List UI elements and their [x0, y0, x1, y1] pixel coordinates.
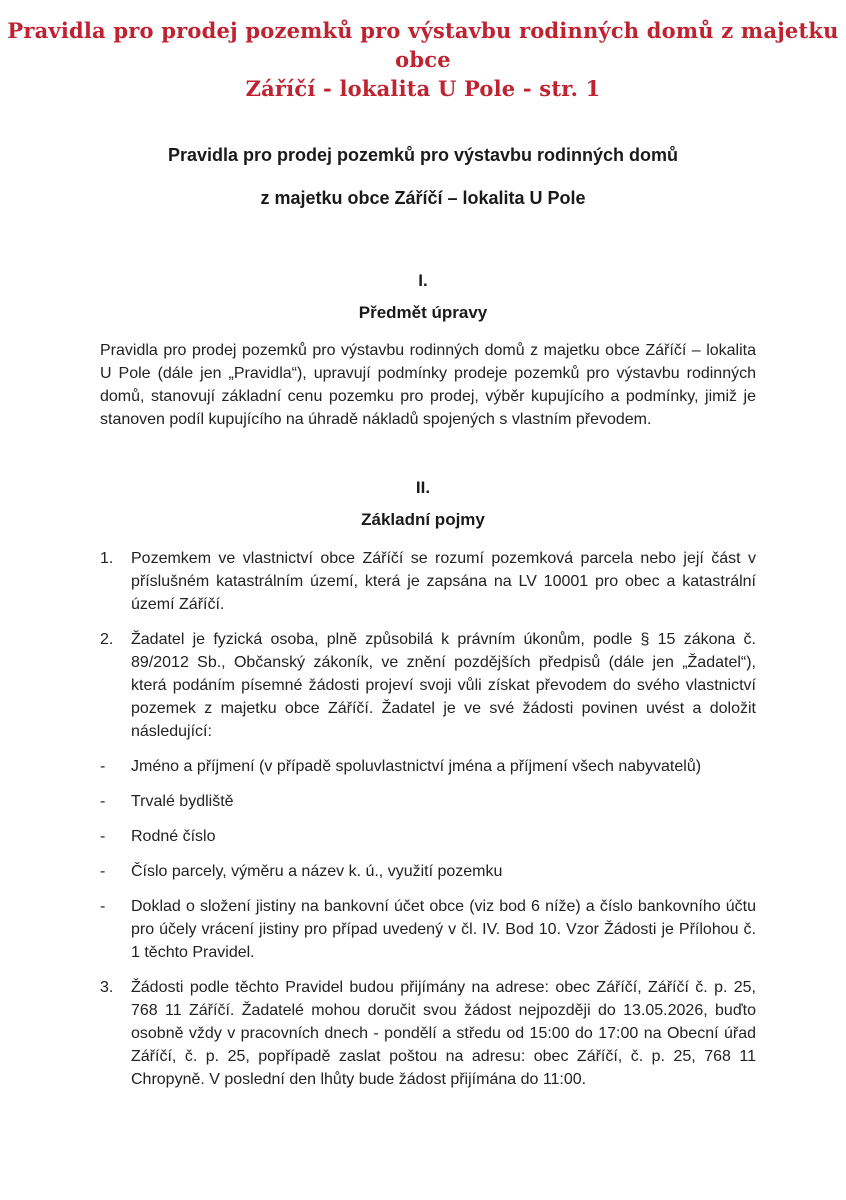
page-banner [0, 0, 846, 103]
document-title-line-2: z majetku obce Záříčí – lokalita U Pole [260, 188, 586, 208]
section-2-item-list [100, 547, 756, 1091]
dash-item-1 [100, 755, 756, 778]
dash-item-4-marker: - [100, 863, 106, 880]
list-item-2 [100, 628, 756, 743]
banner-line-1: Pravidla pro prodej pozemků pro výstavbu rodinných domů z majetku obce [7, 18, 839, 72]
section-2-heading: Základní pojmy [361, 510, 485, 529]
section-predmet-upravy [0, 269, 846, 431]
list-item-1-text: Pozemkem ve vlastnictví obce Záříčí se rozumí pozemková parcela nebo její část v příslušném katastrálním území, která je zapsána na LV 10001 pro obec a katastrální území Záříčí. [131, 550, 756, 613]
dash-item-1-text: Jméno a příjmení (v případě spoluvlastnictví jména a příjmení všech nabyvatelů) [131, 758, 702, 775]
section-2-numeral: II. [415, 478, 431, 497]
list-item-2-marker: 2. [100, 631, 114, 648]
dash-item-5-text: Doklad o složení jistiny na bankovní účet obce (viz bod 6 níže) a číslo bankovního účtu pro účely vrácení jistiny pro případ uvedený v čl. IV. Bod 10. Vzor Žádosti je Přílohou č. 1 těchto Pravidel. [131, 898, 756, 961]
dash-item-4-text: Číslo parcely, výměru a název k. ú., využití pozemku [131, 863, 503, 880]
dash-item-3-text: Rodné číslo [131, 828, 216, 845]
list-item-1-marker: 1. [100, 550, 114, 567]
dash-item-2 [100, 790, 756, 813]
section-zakladni-pojmy [0, 476, 846, 1091]
section-1-heading: Předmět úpravy [358, 303, 488, 322]
dash-item-2-marker: - [100, 793, 106, 810]
section-1-paragraph: Pravidla pro prodej pozemků pro výstavbu rodinných domů z majetku obce Záříčí – lokalita U Pole (dále jen „Pravidla“), upravují podmínky prodeje pozemků pro výstavbu rodinných domů, stanovují základní cenu pozemku pro prodej, výběr kupujícího a podmínky, jimiž je stanoven podíl kupujícího na úhradě nákladů spojených s vlastním převodem. [100, 342, 756, 428]
dash-item-3 [100, 825, 756, 848]
section-1-numeral: I. [418, 271, 428, 290]
dash-item-5-marker: - [100, 898, 106, 915]
dash-item-3-marker: - [100, 828, 106, 845]
dash-item-1-marker: - [100, 758, 106, 775]
list-item-1 [100, 547, 756, 616]
document-title-line-1: Pravidla pro prodej pozemků pro výstavbu rodinných domů [167, 145, 679, 165]
list-item-3-text: Žádosti podle těchto Pravidel budou přijímány na adrese: obec Záříčí, Záříčí č. p. 25, 768 11 Záříčí. Žadatelé mohou doručit svou žádost nejpozději do 13.05.2026, buďto osobně vždy v pracovních dnech - pondělí a středu od 15:00 do 17:00 na Obecní úřad Záříčí, č. p. 25, popřípadě zaslat poštou na adresu: obec Záříčí, č. p. 25, 768 11 Chropyně. V poslední den lhůty bude žádost přijímána do 11:00. [131, 979, 756, 1088]
dash-item-4 [100, 860, 756, 883]
dash-item-5 [100, 895, 756, 964]
dash-item-2-text: Trvalé bydliště [131, 793, 234, 810]
list-item-2-text: Žadatel je fyzická osoba, plně způsobilá k právním úkonům, podle § 15 zákona č. 89/2012 Sb., Občanský zákoník, ve znění pozdějších předpisů (dále jen „Žadatel“), která podáním písemné žádosti projeví svoji vůli získat převodem do svého vlastnictví pozemek z majetku obce Záříčí. Žadatel je ve své žádosti povinen uvést a doložit následující: [131, 631, 756, 740]
banner-line-2: Záříčí - lokalita U Pole - str. 1 [245, 76, 601, 101]
document-title [0, 143, 846, 210]
list-item-3 [100, 976, 756, 1091]
list-item-3-marker: 3. [100, 979, 114, 996]
